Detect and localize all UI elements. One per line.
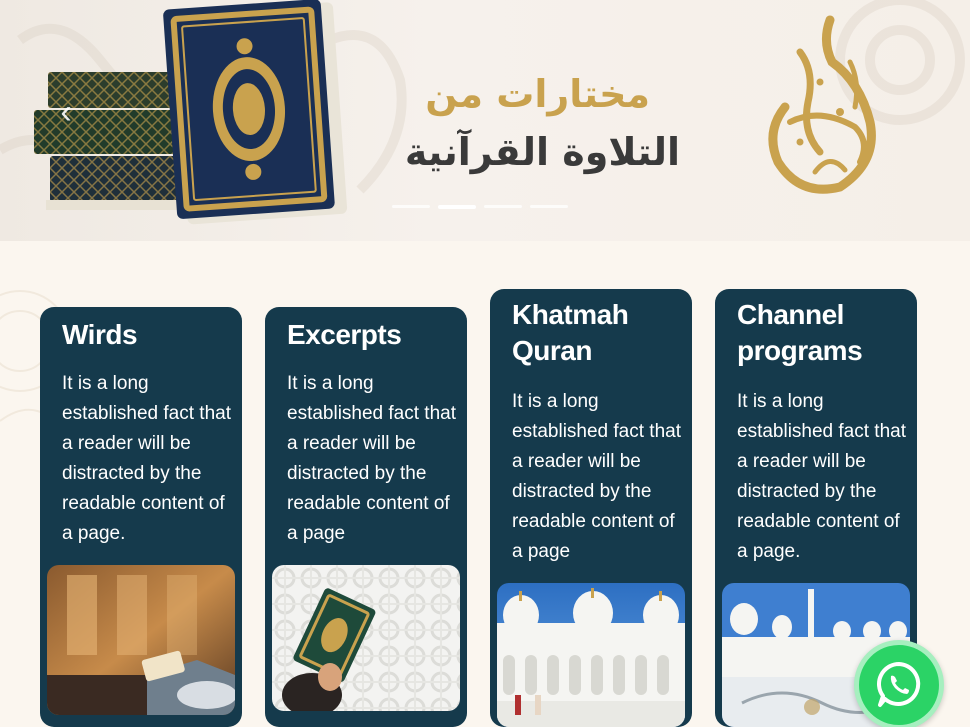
- whatsapp-button[interactable]: [854, 640, 944, 727]
- carousel-indicators: [392, 205, 568, 209]
- card-title: Wirds: [62, 319, 138, 350]
- card-wirds[interactable]: [40, 307, 242, 727]
- carousel-dot[interactable]: [484, 205, 522, 208]
- card-khatmah-quran[interactable]: [490, 289, 692, 727]
- carousel-prev-arrow[interactable]: ‹: [60, 93, 72, 131]
- card-excerpts[interactable]: [265, 307, 467, 727]
- card-description: It is a long established fact that a reader will be distracted by the readable content of a page: [512, 391, 681, 562]
- card-title: Excerpts: [287, 319, 402, 350]
- card-title: Channel programs: [737, 299, 863, 366]
- holding-quran-photo: [272, 565, 460, 711]
- hero-banner: [0, 0, 970, 241]
- carousel-dot[interactable]: [392, 205, 430, 208]
- banner-title-line2: التلاوة القرآنية: [404, 130, 680, 174]
- mosque-photo: [497, 583, 685, 727]
- card-description: It is a long established fact that a reader will be distracted by the readable content of a page: [287, 373, 456, 544]
- card-description: It is a long established fact that a reader will be distracted by the readable content of a page.: [737, 391, 906, 562]
- card-title: Khatmah Quran: [512, 299, 629, 366]
- reading-quran-photo: [47, 565, 235, 715]
- banner-title-line1: مختارات من: [425, 72, 650, 116]
- arabic-calligraphy-logo-icon[interactable]: [760, 12, 900, 202]
- card-description: It is a long established fact that a reader will be distracted by the readable content of a page.: [62, 373, 231, 544]
- carousel-dot-active[interactable]: [438, 205, 476, 209]
- whatsapp-icon: [874, 660, 924, 710]
- carousel-dot[interactable]: [530, 205, 568, 208]
